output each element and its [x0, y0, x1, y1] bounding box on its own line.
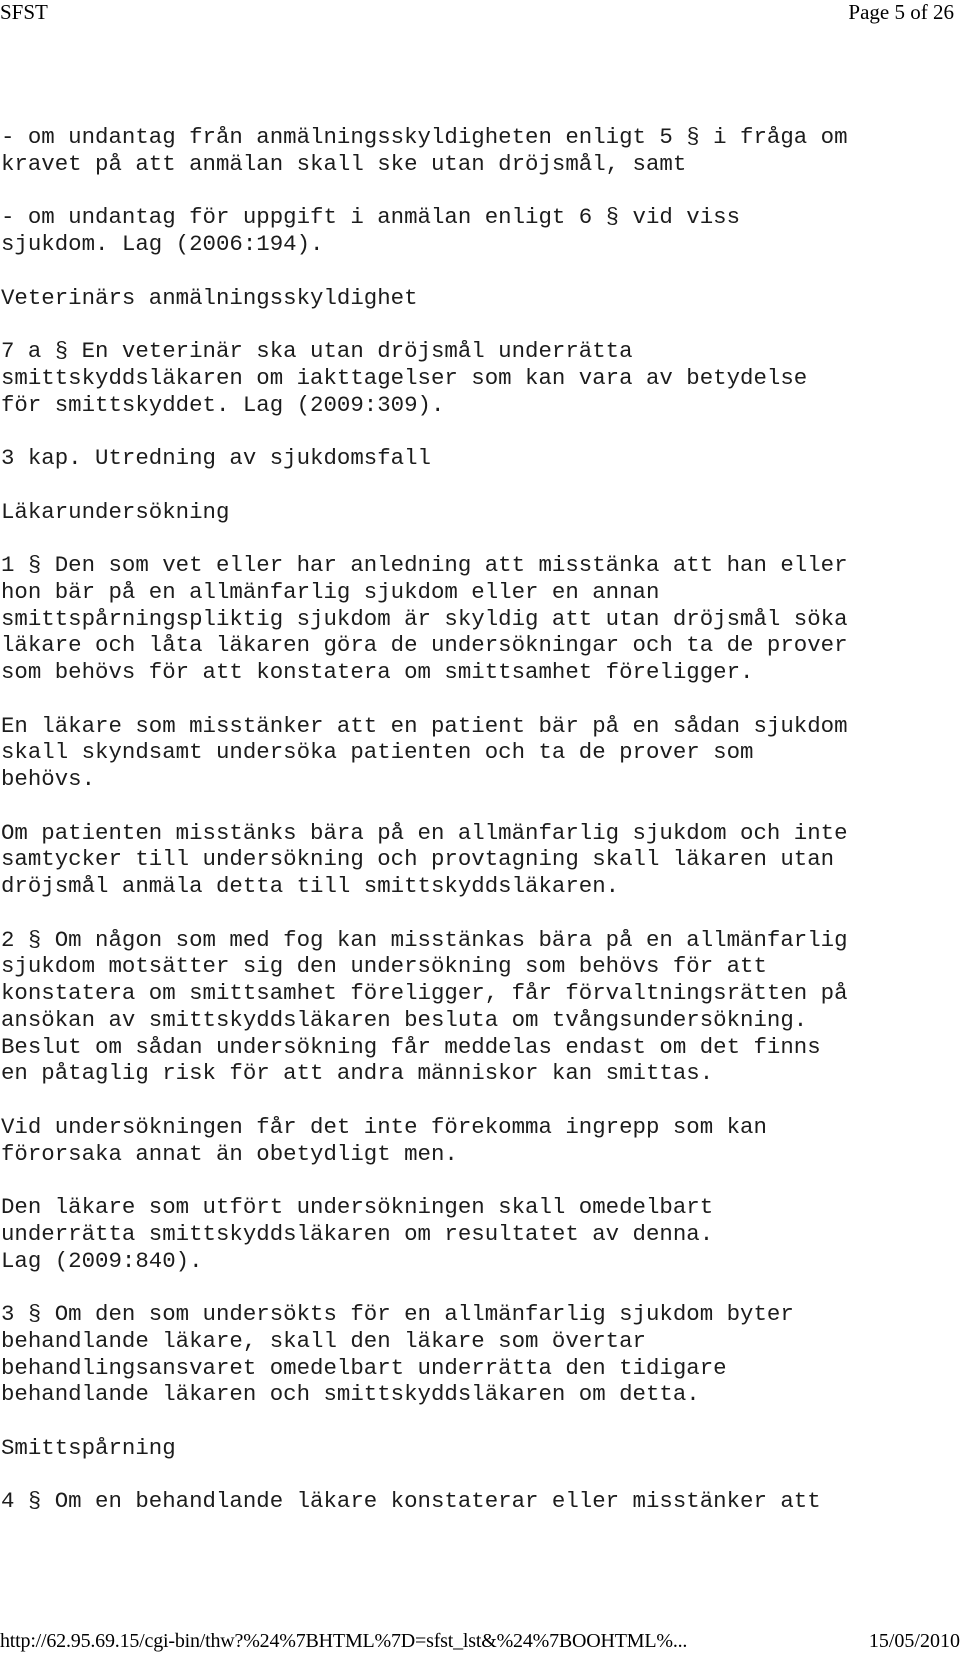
- text-line: Om patienten misstänks bära på en allmänfarlig sjukdom och inte: [1, 819, 848, 846]
- blank-line: [1, 793, 951, 820]
- text-line: Läkarundersökning: [1, 498, 230, 525]
- text-line: - om undantag för uppgift i anmälan enligt 6 § vid viss: [1, 204, 741, 231]
- text-line: En läkare som misstänker att en patient bär på en sådan sjukdom: [1, 712, 848, 739]
- blank-line: [1, 178, 951, 205]
- text-line: samtycker till undersökning och provtagning skall läkaren utan: [1, 846, 835, 873]
- text-line: 3 § Om den som undersökts för en allmänfarlig sjukdom byter: [1, 1301, 794, 1327]
- text-line: dröjsmål anmäla detta till smittskyddsläkaren.: [1, 873, 620, 899]
- text-line: Vid undersökningen får det inte förekomma ingrepp som kan: [1, 1113, 767, 1140]
- text-line: Beslut om sådan undersökning får meddelas endast om det finns: [1, 1033, 821, 1060]
- text-line: förorsaka annat än obetydligt men.: [1, 1140, 458, 1167]
- text-line: 3 kap. Utredning av sjukdomsfall: [1, 445, 431, 471]
- text-line: konstatera om smittsamhet föreligger, får förvaltningsrätten på: [1, 980, 848, 1006]
- text-line: 2 § Om någon som med fog kan misstänkas bära på en allmänfarlig: [1, 926, 848, 953]
- blank-line: [1, 311, 951, 338]
- footer-url[interactable]: http://62.95.69.15/cgi-bin/thw?%24%7BHTML%7D=sfst_lst&%24%7BOOHTML%...: [0, 1630, 688, 1652]
- text-line: 7 a § En veterinär ska utan dröjsmål underrätta: [1, 338, 633, 364]
- blank-line: [1, 258, 951, 285]
- blank-line: [1, 1087, 951, 1114]
- text-line: behandlingsansvaret omedelbart underrätta den tidigare: [1, 1354, 727, 1381]
- blank-line: [1, 900, 951, 927]
- blank-line: [1, 1408, 951, 1435]
- page-header: [0, 0, 960, 26]
- text-line: för smittskyddet. Lag (2009:309).: [1, 391, 445, 418]
- text-line: smittskyddsläkaren om iakttagelser som kan vara av betydelse: [1, 364, 808, 391]
- text-line: Den läkare som utfört undersökningen skall omedelbart: [1, 1194, 714, 1220]
- text-line: skall skyndsamt undersöka patienten och ta de prover som: [1, 739, 754, 766]
- text-line: en påtaglig risk för att andra människor kan smittas.: [1, 1060, 714, 1087]
- blank-line: [1, 418, 951, 445]
- text-line: smittspårningspliktig sjukdom är skyldig att utan dröjsmål söka: [1, 605, 848, 632]
- text-line: kravet på att anmälan skall ske utan dröjsmål, samt: [1, 150, 687, 177]
- text-line: behandlande läkare, skall den läkare som övertar: [1, 1327, 646, 1354]
- text-line: ansökan av smittskyddsläkaren besluta om tvångsundersökning.: [1, 1006, 808, 1033]
- header-title: SFST: [0, 0, 48, 24]
- text-line: Smittspårning: [1, 1434, 176, 1461]
- text-line: läkare och låta läkaren göra de undersökningar och ta de prover: [1, 632, 848, 659]
- document-body: [1, 124, 951, 1515]
- blank-line: [1, 472, 951, 499]
- text-line: 4 § Om en behandlande läkare konstaterar eller misstänker att: [1, 1488, 821, 1515]
- text-line: sjukdom. Lag (2006:194).: [1, 231, 324, 257]
- page-footer: [0, 1629, 960, 1654]
- blank-line: [1, 1274, 951, 1301]
- text-line: sjukdom motsätter sig den undersökning som behövs för att: [1, 953, 767, 980]
- blank-line: [1, 1462, 951, 1489]
- text-line: som behövs för att konstatera om smittsamhet föreligger.: [1, 659, 754, 685]
- blank-line: [1, 686, 951, 713]
- text-line: Veterinärs anmälningsskyldighet: [1, 284, 418, 311]
- text-line: - om undantag från anmälningsskyldigheten enligt 5 § i fråga om: [1, 124, 848, 150]
- footer-date: 15/05/2010: [868, 1630, 960, 1652]
- text-line: hon bär på en allmänfarlig sjukdom eller en annan: [1, 578, 660, 605]
- text-line: underrätta smittskyddsläkaren om resultatet av denna.: [1, 1220, 714, 1247]
- blank-line: [1, 525, 951, 552]
- text-line: behövs.: [1, 766, 96, 792]
- text-line: 1 § Den som vet eller har anledning att misstänka att han eller: [1, 552, 848, 578]
- page-number: Page 5 of 26: [848, 0, 954, 24]
- text-line: behandlande läkaren och smittskyddsläkaren om detta.: [1, 1381, 700, 1408]
- blank-line: [1, 1167, 951, 1194]
- text-line: Lag (2009:840).: [1, 1247, 203, 1274]
